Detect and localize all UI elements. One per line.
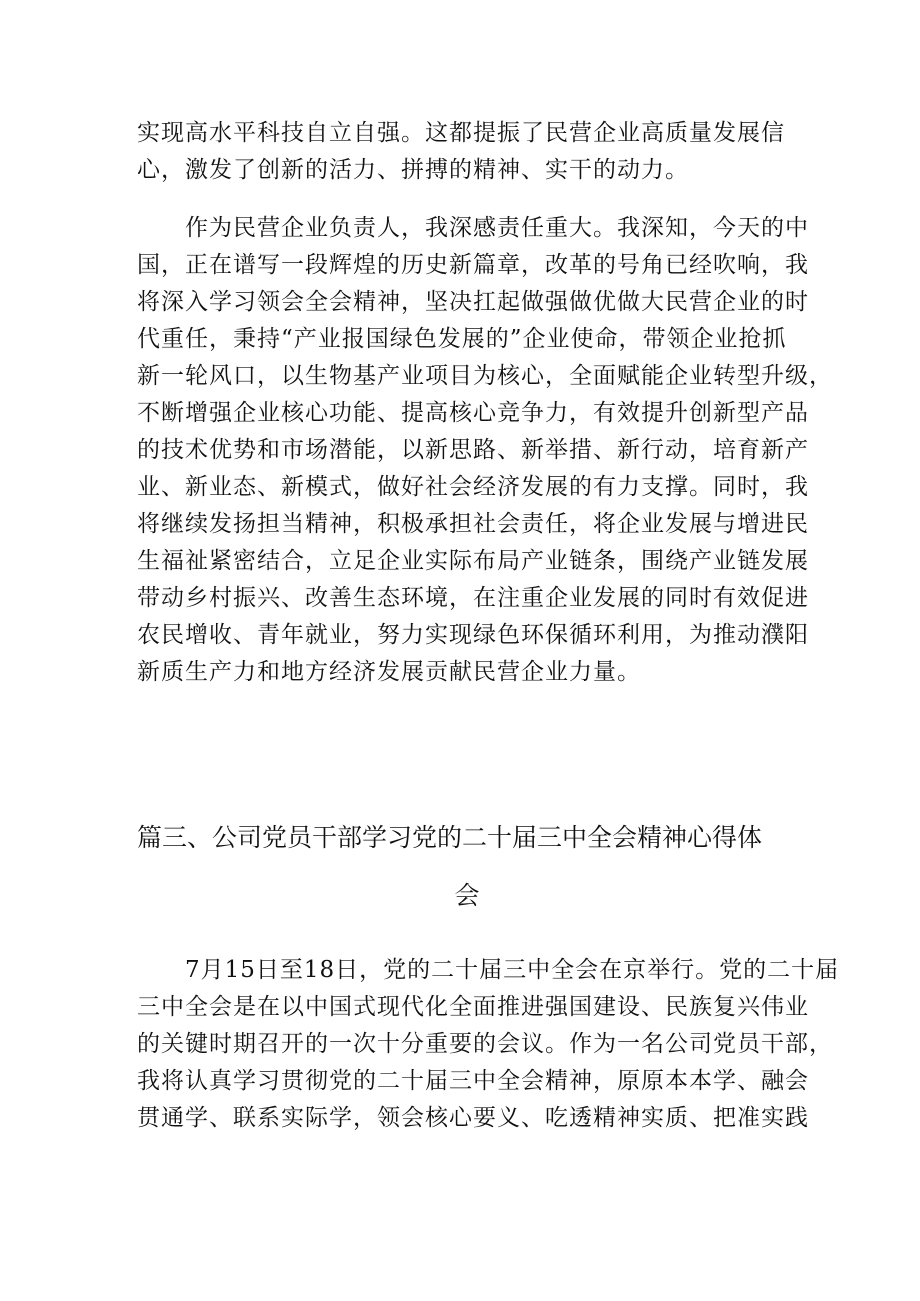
text-line: 不断增强企业核心功能、提高核心竞争力，有效提升创新型产品	[137, 400, 809, 426]
text-line: 新质生产力和地方经济发展贡献民营企业力量。	[137, 659, 641, 685]
paragraph-responsibility	[137, 210, 833, 691]
paragraph-continued	[137, 115, 797, 189]
text-line: 的技术优势和市场潜能，以新思路、新举措、新行动，培育新产	[137, 437, 809, 463]
text-line: 三中全会是在以中国式现代化全面推进强国建设、民族复兴伟业	[137, 994, 809, 1020]
text-line: 农民增收、青年就业，努力实现绿色环保循环利用，为推动濮阳	[137, 622, 809, 648]
section-heading: 篇三、公司党员干部学习党的二十届三中全会精神心得体	[137, 823, 763, 852]
text-line: 贯通学、联系实际学，领会核心要义、吃透精神实质、把准实践	[137, 1105, 809, 1131]
text-line: 7月15日至18日，党的二十届三中全会在京举行。党的二十届	[137, 957, 840, 983]
text-line: 我将认真学习贯彻党的二十届三中全会精神，原原本本学、融会	[137, 1068, 809, 1094]
paragraph-plenum	[137, 952, 840, 1137]
text-line: 国，正在谱写一段辉煌的历史新篇章，改革的号角已经吹响，我	[137, 252, 809, 278]
text-line: 生福祉紧密结合，立足企业实际布局产业链条，围绕产业链发展	[137, 548, 809, 574]
text-line: 将继续发扬担当精神，积极承担社会责任，将企业发展与增进民	[137, 511, 809, 537]
text-line: 业、新业态、新模式，做好社会经济发展的有力支撑。同时，我	[137, 474, 809, 500]
text-line: 实现高水平科技自立自强。这都提振了民营企业高质量发展信	[137, 120, 785, 146]
text-line: 将深入学习领会全会精神，坚决扛起做强做优做大民营企业的时	[137, 289, 809, 315]
text-line: 代重任，秉持“产业报国绿色发展的”企业使命，带领企业抢抓	[137, 326, 787, 352]
section-heading-continued: 会	[454, 881, 480, 910]
text-line: 心，激发了创新的活力、拼搏的精神、实干的动力。	[137, 157, 689, 183]
text-line: 的关键时期召开的一次十分重要的会议。作为一名公司党员干部，	[137, 1031, 833, 1057]
text-line: 新一轮风口，以生物基产业项目为核心，全面赋能企业转型升级，	[137, 363, 833, 389]
text-line: 作为民营企业负责人，我深感责任重大。我深知，今天的中	[137, 215, 809, 241]
text-line: 带动乡村振兴、改善生态环境，在注重企业发展的同时有效促进	[137, 585, 809, 611]
